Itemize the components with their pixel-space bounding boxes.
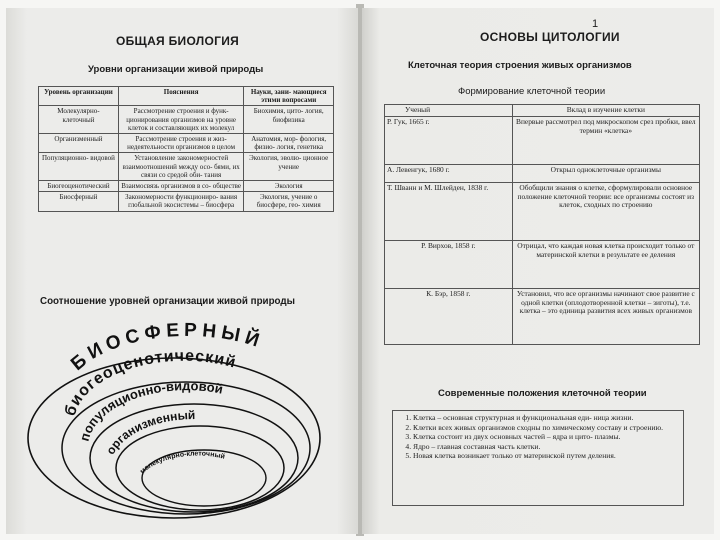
scientist-contribution: Отрицал, что каждая новая клетка происходит только от материнской клетки в результате ее деления (512, 240, 699, 288)
table-header-cell: Уровень организации (39, 87, 119, 106)
table-header-cell: Вклад в изучение клетки (512, 105, 699, 117)
table-row (385, 182, 700, 240)
list-item: 1. Клетка – основная структурная и функциональная еди- ница жизни. (413, 414, 677, 423)
scientist-name: А. Левенгук, 1680 г. (385, 164, 513, 182)
level-label-biogeocenotic: биогеоценотический (61, 347, 239, 419)
scientists-table (384, 104, 700, 345)
level-name: Организменный (39, 134, 119, 153)
level-sciences: Экология, эволю- ционное учение (244, 153, 334, 181)
level-explanation: Установление закономерностей взаимоотношений между осо- бями, их связи со средой оби- тания (118, 153, 243, 181)
scientist-name: Р. Гук, 1665 г. (385, 116, 513, 164)
level-label-organism: организменный (103, 408, 196, 457)
level-label-molecular: молекулярно-клеточный (138, 450, 226, 476)
scientist-name: Т. Шванн и М. Шлейден, 1838 г. (385, 182, 513, 240)
level-label-biosphere: БИОСФЕРНЫЙ (67, 319, 267, 375)
level-name: Биогеоценотический (39, 181, 119, 192)
modern-theory-box (392, 410, 684, 506)
scientist-name: К. Бэр, 1858 г. (385, 288, 513, 344)
table-row (385, 240, 700, 288)
scientist-contribution: Установил, что все организмы начинают свое развитие с одной клетки (оплодотворенной клетки – зиготы), т.е. клетка – это единица развития всех живых организмов (512, 288, 699, 344)
levels-table-title: Уровни организации живой природы (88, 64, 264, 75)
table-row (39, 181, 334, 192)
cell-theory-title: Клеточная теория строения живых организмов (408, 60, 632, 71)
table-row (39, 106, 334, 134)
modern-theory-list (399, 414, 677, 461)
level-explanation: Рассмотрение строения и функ- ционирования организмов на уровне клеток и составляющих их молекул (118, 106, 243, 134)
table-row (385, 164, 700, 182)
list-item: 3. Клетка состоит из двух основных частей – ядра и цито- плазмы. (413, 433, 677, 442)
table-header-cell: Ученый (385, 105, 513, 117)
table-header-cell: Науки, зани- мающиеся этими вопросами (244, 87, 334, 106)
level-sciences: Биохимия, цито- логия, биофизика (244, 106, 334, 134)
table-header-cell: Пояснения (118, 87, 243, 106)
left-page-title: ОБЩАЯ БИОЛОГИЯ (116, 34, 240, 48)
scientist-name: Р. Вирхов, 1858 г. (385, 240, 513, 288)
level-name: Биосферный (39, 192, 119, 211)
biogeocenotic-ring (62, 382, 310, 514)
table-header-row (385, 105, 700, 117)
theory-formation-title: Формирование клеточной теории (458, 86, 606, 97)
list-item: 4. Ядро – главная составная часть клетки. (413, 443, 677, 452)
level-name: Популяционно- видовой (39, 153, 119, 181)
table-header-row (39, 87, 334, 106)
table-row (385, 288, 700, 344)
level-sciences: Анатомия, мор- фология, физио- логия, генетика (244, 134, 334, 153)
levels-diagram-svg (26, 316, 336, 521)
levels-diagram (26, 316, 336, 521)
table-row (39, 192, 334, 211)
table-row (385, 116, 700, 164)
scientist-contribution: Обобщили знания о клетке, сформулировали основное положение клеточной теории: все организмы состоят из клеток, сходных по строению (512, 182, 699, 240)
level-explanation: Закономерности функциониро- вания глобальной экосистемы – биосфера (118, 192, 243, 211)
table-row (39, 134, 334, 153)
level-explanation: Взаимосвязь организмов в со- обществе (118, 181, 243, 192)
right-page (362, 8, 714, 534)
page-mark: 1 (592, 18, 599, 30)
level-sciences: Экология, учение о биосфере, гео- химия (244, 192, 334, 211)
organism-ring (116, 426, 284, 510)
scientist-contribution: Впервые рассмотрел под микроскопом срез пробки, ввел термин «клетка» (512, 116, 699, 164)
diagram-title: Соотношение уровней организации живой природы (40, 296, 296, 307)
left-page (6, 8, 358, 534)
level-sciences: Экология (244, 181, 334, 192)
list-item: 5. Новая клетка возникает только от материнской путем деления. (413, 452, 677, 461)
modern-theory-title: Современные положения клеточной теории (438, 388, 647, 399)
list-item: 2. Клетки всех живых организмов сходны по химическому составу и строению. (413, 424, 677, 433)
level-explanation: Рассмотрение строения и жиз- недеятельности организмов в целом (118, 134, 243, 153)
level-label-population: популяционно-видовой (76, 378, 225, 443)
right-page-title: ОСНОВЫ ЦИТОЛОГИИ (480, 30, 620, 44)
scientist-contribution: Открыл одноклеточные организмы (512, 164, 699, 182)
levels-table (38, 86, 334, 212)
table-row (39, 153, 334, 181)
level-name: Молекулярно- клеточный (39, 106, 119, 134)
